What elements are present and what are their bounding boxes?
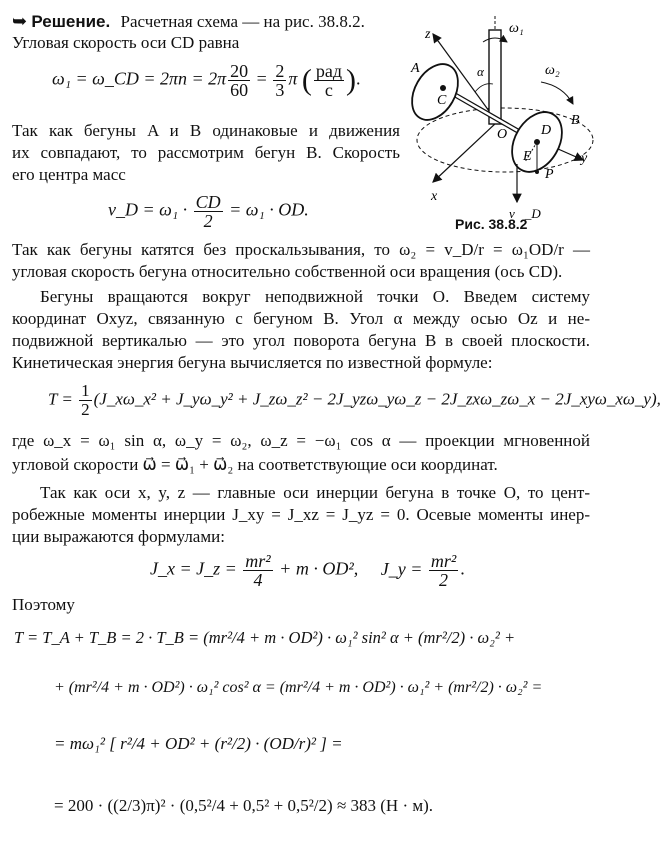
label-b: B <box>571 113 580 128</box>
eq4-den2: 2 <box>439 570 449 590</box>
eq1-pi: π <box>288 68 298 89</box>
label-z: z <box>425 27 431 42</box>
eq4-den1: 4 <box>253 570 263 590</box>
eq4-mid: + m · OD², <box>279 558 359 579</box>
eq5-line1: T = T_A + T_B = 2 · T_B = (mr²/4 + m · OD²) · ω₁² sin² α + (mr²/2) · ω₂² + <box>14 628 516 647</box>
para5-line2: робежные моменты инерции J_xy = J_xz = J_yz = 0. Осевые моменты инер- <box>12 505 590 524</box>
eq3-lhs: T = <box>48 389 73 409</box>
eq5-line3: = mω₁² [ r²/4 + OD² + (r²/2) · (OD/r)² ] = <box>54 734 343 753</box>
eq1-num1: 20 <box>230 61 249 81</box>
figure-38-8-2 <box>405 12 595 242</box>
figure-caption: Рис. 38.8.2 <box>455 216 528 232</box>
para3-line1: Бегуны вращаются вокруг неподвижной точки O. Введем систему <box>40 287 590 306</box>
equation-velocity-d <box>108 193 309 230</box>
para2-line2: угловая скорость бегуна относительно собственной оси вращения (ось CD). <box>12 262 563 281</box>
label-omega1: ω₁ <box>509 21 524 36</box>
solution-line-2: Угловая скорость оси CD равна <box>12 33 240 52</box>
label-alpha: α <box>477 64 484 79</box>
label-e: E <box>523 149 532 164</box>
para1-line3: его центра масс <box>12 165 126 184</box>
label-vd: v⃗_D <box>509 206 541 221</box>
eq1-lhs: ω₁ = ω_CD = 2πn = 2π <box>52 68 227 89</box>
equation-angular-velocity: ω₁ = ω_CD = 2πn = 2π $\frac{20}{60}$ = $\frac{2}{3}$ π ( $\frac{\text{рад}}{с}$ ). <box>52 61 361 100</box>
label-a: A <box>411 61 420 76</box>
eq3-body: (J_xω_x² + J_yω_y² + J_zω_z² − 2J_yzω_yω_z − 2J_zxω_zω_x − 2J_xyω_xω_y), <box>93 389 661 409</box>
eq2-den: 2 <box>203 211 213 231</box>
equation-moments-of-inertia <box>150 552 465 589</box>
eq2-num: CD <box>195 192 221 212</box>
equation-kinetic-energy <box>48 382 661 419</box>
eq4-end: . <box>460 558 465 579</box>
omega2-arc <box>541 82 573 104</box>
eq3-den: 2 <box>81 400 90 419</box>
eq5-line2: + (mr²/4 + m · OD²) · ω₁² cos² α = (mr²/4 + m · OD²) · ω₁² + (mr²/2) · ω₂² = <box>54 679 543 696</box>
para1-line2: их совпадают, то рассмотрим бегун B. Скорость <box>12 143 400 162</box>
para3-line4: Кинетическая энергия бегуна вычисляется по известной формуле: <box>12 353 493 372</box>
para4-line2: угловой скорости ω⃗ = ω⃗₁ + ω⃗₂ на соответствующие оси координат. <box>12 455 498 474</box>
solution-header <box>12 10 365 33</box>
para3-line3: подвижной вертикалью — это угол поворота бегуна B в своей плоскости. <box>12 331 590 350</box>
eq5-line4: = 200 · ((2/3)π)² · (0,5²/4 + 0,5² + 0,5²/2) ≈ 383 (Н · м). <box>54 796 434 815</box>
eq3-num: 1 <box>81 381 90 400</box>
label-x: x <box>431 189 438 204</box>
eq4-jy: J_y = <box>380 558 423 579</box>
vertical-shaft <box>489 30 501 124</box>
para1-line1: Так как бегуны A и B одинаковые и движения <box>12 121 400 140</box>
label-p: P <box>545 167 554 182</box>
label-omega2: ω₂ <box>545 63 560 78</box>
eq4-lhs: J_x = J_z = <box>150 558 237 579</box>
eq2-lhs: v_D = ω₁ · <box>108 199 188 220</box>
label-d: D <box>541 123 552 138</box>
label-y: y <box>581 151 588 166</box>
eq1-mid: = <box>256 68 267 89</box>
para5-line3: ции выражаются формулами: <box>12 527 225 546</box>
eq1-unit-den: с <box>324 80 333 100</box>
solution-label: Решение. <box>31 12 111 31</box>
eq4-num2: mr² <box>430 551 457 571</box>
para3-line2: координат Oxyz, связанную с бегуном B. Угол α между осью Oz и не- <box>12 309 590 328</box>
para4-line1: где ω_x = ω₁ sin α, ω_y = ω₂, ω_z = −ω₁ cos α — проекции мгновенной <box>12 431 590 450</box>
eq2-rhs: = ω₁ · OD. <box>229 199 309 220</box>
eq1-den1: 60 <box>230 80 249 100</box>
para2-line1: Так как бегуны катятся без проскальзывания, то ω₂ = v_D/r = ω₁OD/r — <box>12 240 590 259</box>
eq1-num2: 2 <box>275 61 285 81</box>
label-c: C <box>437 93 447 108</box>
x-axis <box>433 122 497 182</box>
eq1-den2: 3 <box>275 80 285 100</box>
eq1-unit-num: рад <box>315 61 342 81</box>
eq4-num1: mr² <box>245 551 271 571</box>
solution-line-1: Расчетная схема — на рис. 38.8.2. <box>120 12 365 31</box>
para5-line1: Так как оси x, y, z — главные оси инерции бегуна в точке O, то цент- <box>40 483 590 502</box>
label-o: O <box>497 127 508 142</box>
arrow-right-icon: ➥ <box>12 11 28 31</box>
therefore-label: Поэтому <box>12 595 75 614</box>
